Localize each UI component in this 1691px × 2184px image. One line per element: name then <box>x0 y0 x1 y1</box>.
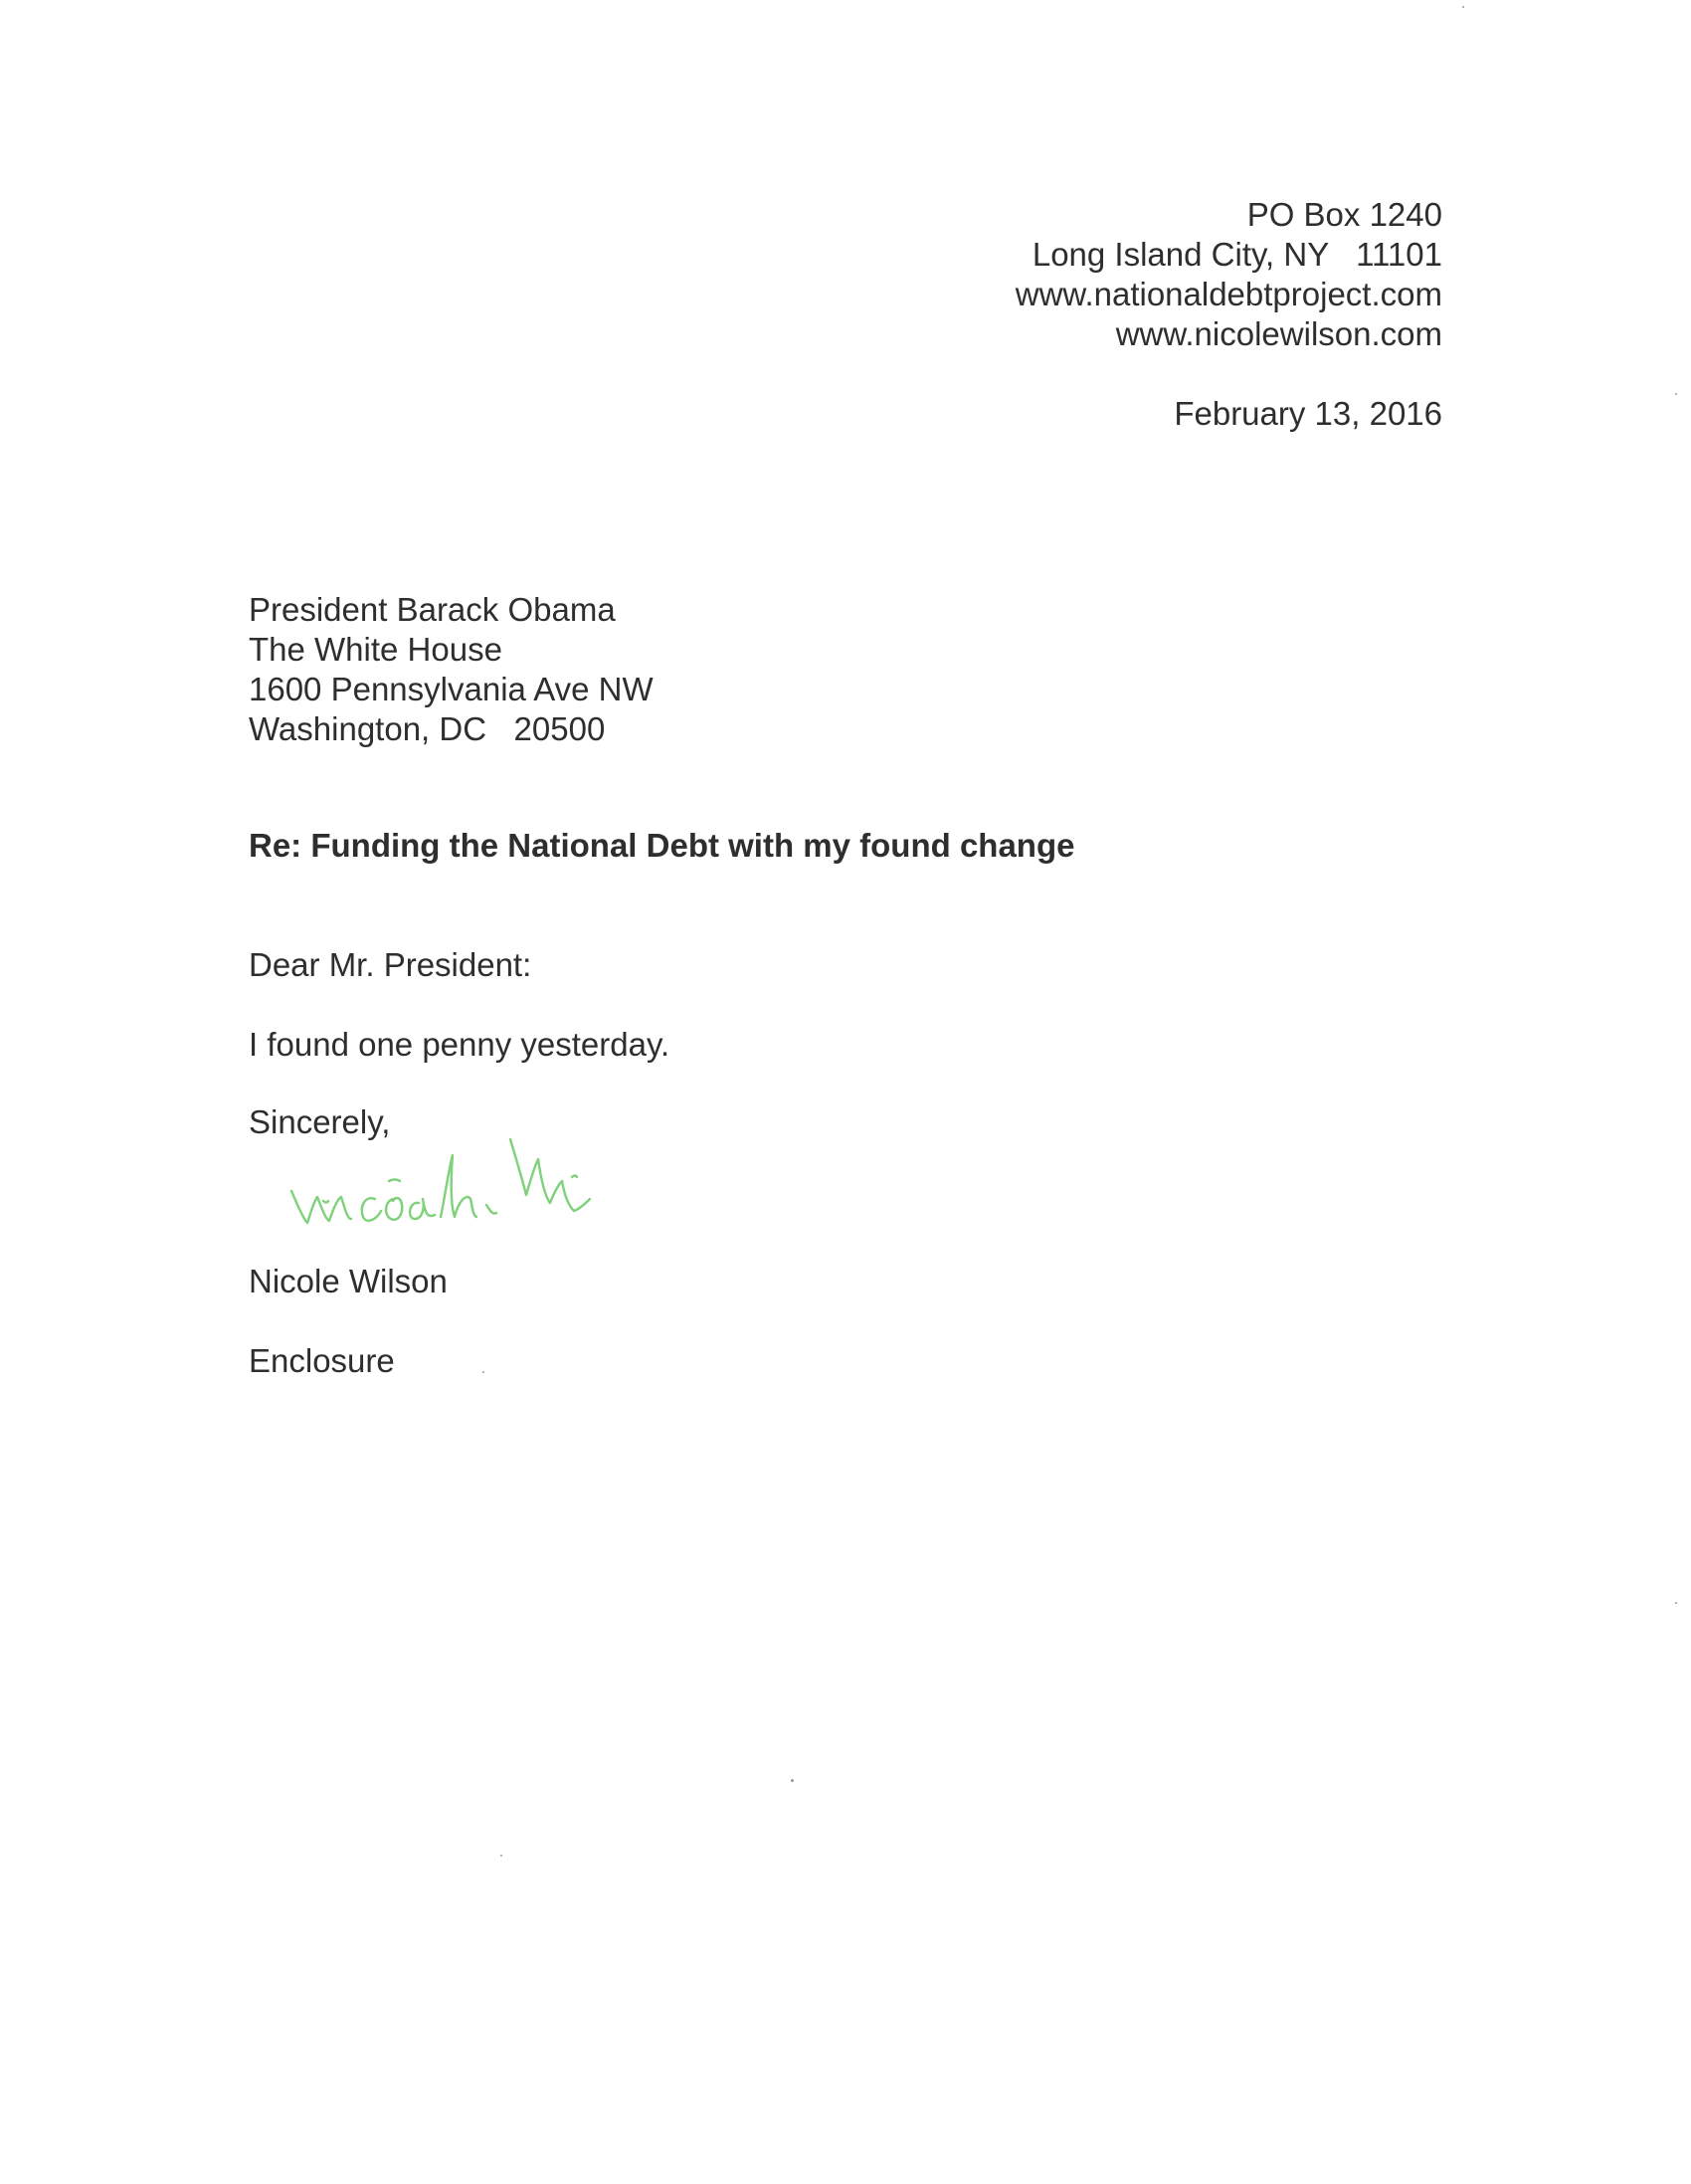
scan-speck <box>1675 393 1677 395</box>
recipient-line-3: 1600 Pennsylvania Ave NW <box>249 671 654 707</box>
enclosure-note: Enclosure <box>249 1342 395 1379</box>
body-text: I found one penny yesterday. <box>249 1026 670 1063</box>
handwritten-signature <box>283 1119 612 1249</box>
scan-speck <box>1675 1602 1677 1604</box>
closing: Sincerely, <box>249 1103 391 1140</box>
scan-speck <box>500 1855 502 1857</box>
recipient-line-2: The White House <box>249 631 502 668</box>
sender-website-1: www.nationaldebtproject.com <box>1015 276 1442 312</box>
recipient-line-4: Washington, DC 20500 <box>249 710 606 747</box>
subject-line: Re: Funding the National Debt with my found change <box>249 827 1075 864</box>
sender-address-line2: Long Island City, NY 11101 <box>1032 236 1442 273</box>
salutation: Dear Mr. President: <box>249 946 532 983</box>
scan-speck <box>482 1371 484 1373</box>
signer-name: Nicole Wilson <box>249 1263 448 1299</box>
scan-speck <box>791 1779 794 1782</box>
letter-date: February 13, 2016 <box>1174 395 1442 432</box>
scan-speck <box>1462 6 1464 8</box>
recipient-name: President Barack Obama <box>249 591 616 628</box>
sender-website-2: www.nicolewilson.com <box>1115 315 1442 352</box>
sender-address-line1: PO Box 1240 <box>1246 196 1442 233</box>
